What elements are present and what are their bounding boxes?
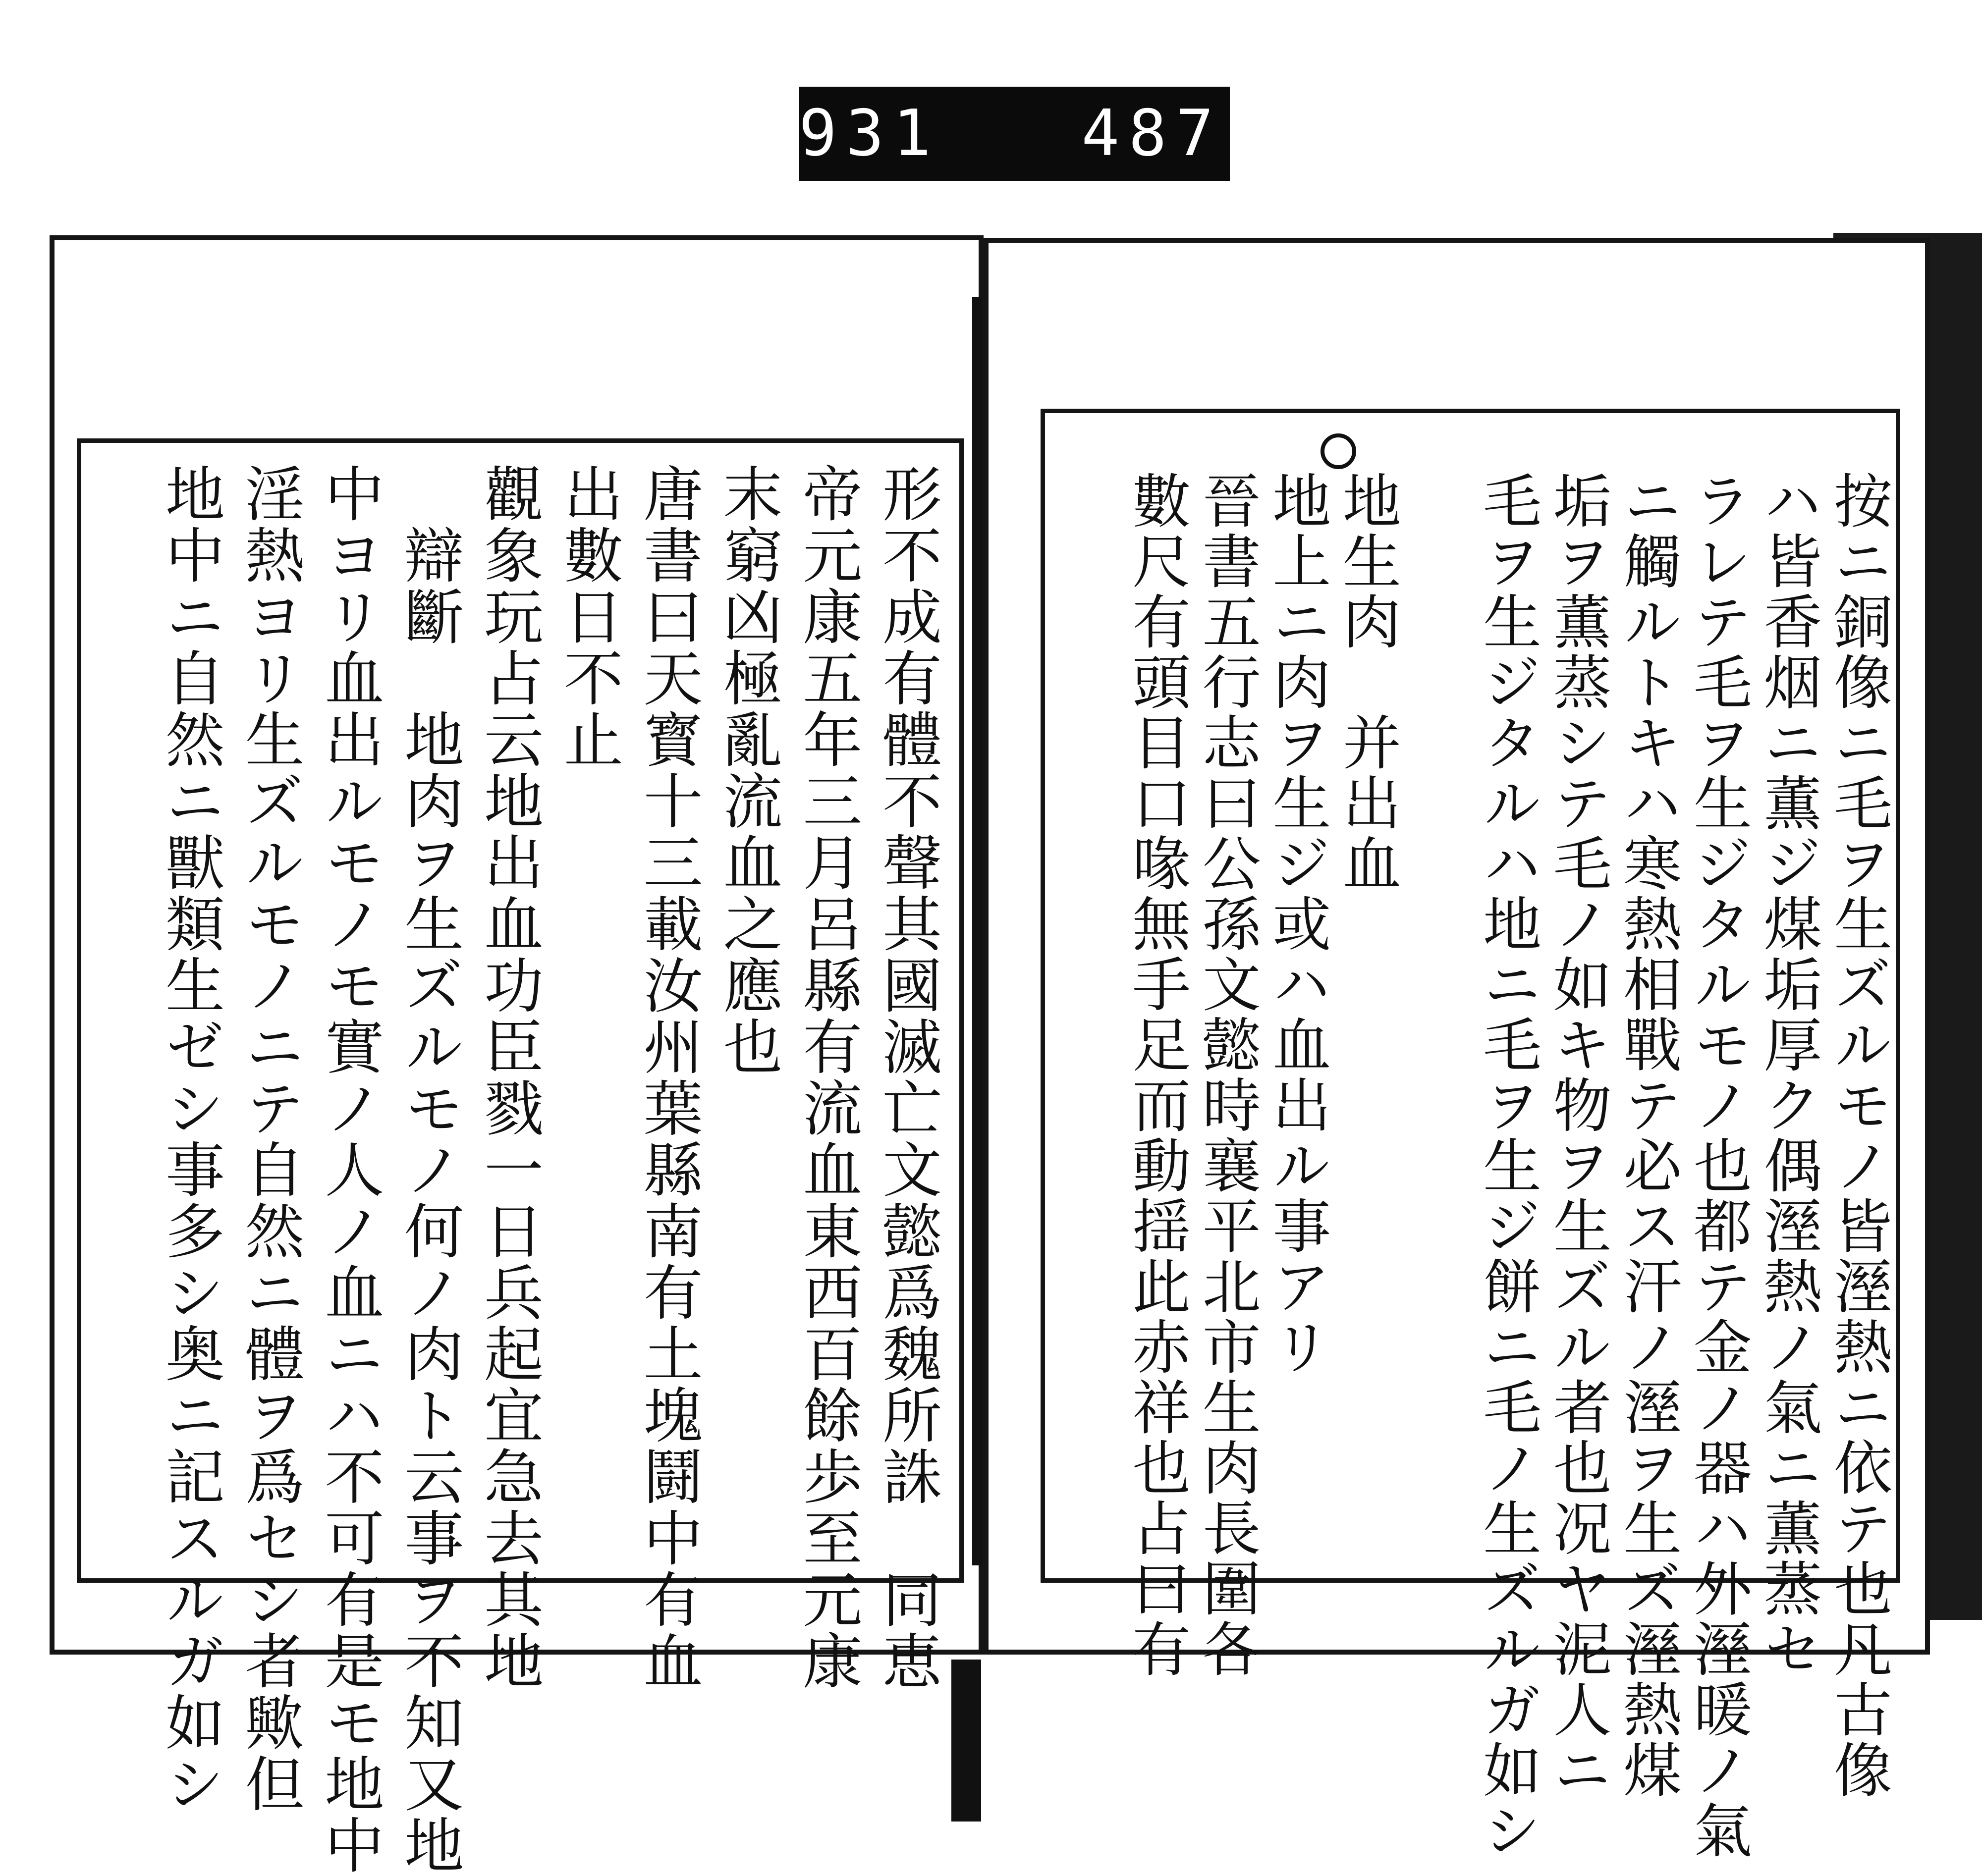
left-line: 地中ニ自然ニ獸類生ゼシ事多シ奥ニ記スルガ如シ	[155, 463, 224, 1815]
right-line: 毛ヲ生ジタルハ地ニ毛ヲ生ジ餅ニ毛ノ生ズルガ如シ	[1473, 471, 1542, 1861]
right-line: 垢ヲ薫蒸シテ毛ノ如キ物ヲ生ズル者也况ヤ泥人ニ	[1543, 471, 1612, 1800]
left-line: 觀象玩占云地出血功臣戮一日兵起宜急去其地	[474, 463, 544, 1692]
right-page	[984, 238, 1930, 1861]
right-line: ハ皆香烟ニ薫ジ煤垢厚ク偶溼熱ノ氣ニ薫蒸セ	[1754, 471, 1822, 1679]
right-line: ラレテ毛ヲ生ジタルモノ也都テ金ノ器ハ外溼暖ノ氣	[1683, 471, 1752, 1861]
left-line: 淫熱ヨリ生ズルモノニテ自然ニ體ヲ爲セシ者歟但	[235, 463, 304, 1815]
left-page	[50, 235, 984, 1876]
right-line: 數尺有頭目口喙無手足而動揺此赤祥也占曰有	[1122, 471, 1191, 1679]
right-line: 地上ニ肉ヲ生ジ或ハ血出ル事アリ	[1263, 471, 1331, 1377]
left-line: 末窮凶極亂流血之應也	[713, 463, 782, 1077]
book-edge-right	[1923, 243, 1982, 1620]
left-line: 形不成有體不聲其國滅亡文懿爲魏所誅 同恵	[873, 463, 941, 1692]
left-line: 出數日不止	[553, 463, 623, 770]
left-line: 唐書曰天寳十三載汝州葉縣南有土塊鬪中有血	[633, 463, 703, 1692]
book-gutter	[972, 297, 983, 1565]
book-spine	[951, 1660, 981, 1822]
left-line: 辯斷 地肉ヲ生ズルモノ何ノ肉ト云事ヲ不知又地	[394, 463, 464, 1876]
right-line: ニ觸ルトキハ寒熱相戰テ必ス汗ノ溼ヲ生ズ溼熱煤	[1613, 471, 1682, 1800]
right-line: 晉書五行志曰公孫文懿時襄平北市生肉長圍各	[1192, 471, 1261, 1679]
right-line-section-heading: 地生肉 并出血	[1332, 471, 1401, 894]
left-page-margin-mark	[84, 369, 124, 429]
call-number-label: 931 487.	[799, 87, 1230, 181]
right-line	[1402, 471, 1472, 1575]
section-circle-mark	[1321, 433, 1356, 469]
left-line: 帝元康五年三月呂縣有流血東西百餘歩至元康	[793, 463, 862, 1692]
right-line: 按ニ銅像ニ毛ヲ生ズルモノ皆溼熱ニ依テ也凡古像	[1824, 471, 1892, 1800]
left-line: 中ヨリ血出ルモノモ實ノ人ノ血ニハ不可有是モ地中	[315, 463, 384, 1876]
right-page-text	[1070, 471, 1893, 1861]
left-page-text	[134, 463, 946, 1876]
